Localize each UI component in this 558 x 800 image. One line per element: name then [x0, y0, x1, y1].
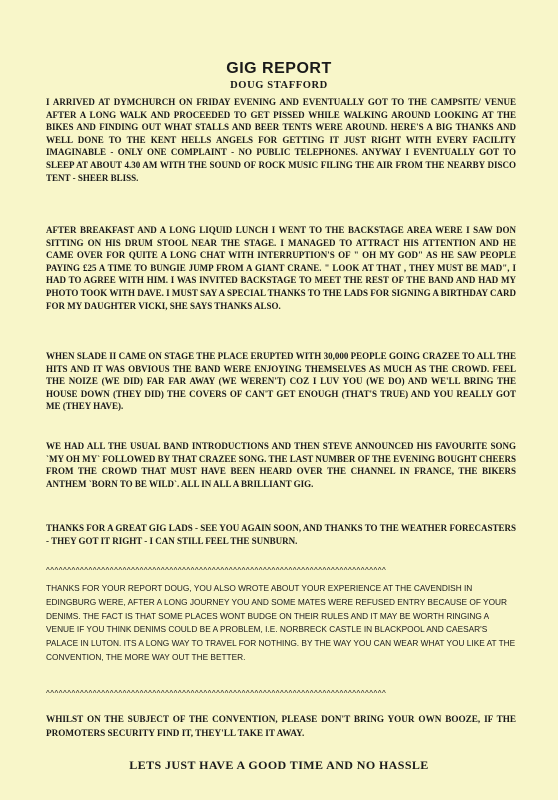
report-paragraph: WHEN SLADE II CAME ON STAGE THE PLACE ERUPTED WITH 30,000 PEOPLE GOING CRAZEE TO ALL THE HITS AND IT WAS OBVIOUS THE BAND WERE ENJOYING THEMSELVES AS MUCH AS THE CROWD. FEEL THE NOIZE (WE DID) FAR FAR AWAY (WE WEREN'T) COZ I LUV YOU (WE DO) AND WE'LL BRING THE HOUSE DOWN (THEY DID) THE COVERS OF CAN'T GET ENOUGH (THAT'S TRUE) AND YOU REALLY GOT ME (THEY HAVE).: [46, 351, 516, 412]
report-paragraph: I ARRIVED AT DYMCHURCH ON FRIDAY EVENING AND EVENTUALLY GOT TO THE CAMPSITE/ VENUE AFTER A LONG WALK AND PROCEEDED TO GET PISSED WHILE WALKING AROUND LOOKING AT THE BIKES AND FINDING OUT WHAT STALLS AND BEER TENTS WERE AROUND. HERE'S A BIG THANKS AND WELL DONE TO THE KENT HELLS ANGELS FOR GETTING IT JUST RIGHT WITH EVERY FACILITY IMAGINABLE - ONLY ONE COMPLAINT - NO PUBLIC TELEPHONES. ANYWAY I EVENTUALLY GOT TO SLEEP AT ABOUT 4.30 AM WITH THE SOUND OF ROCK MUSIC FILING THE AIR FROM THE NEARBY DISCO TENT - SHEER BLISS.: [46, 97, 516, 183]
closing-line: LETS JUST HAVE A GOOD TIME AND NO HASSLE: [129, 758, 429, 772]
report-paragraph: THANKS FOR A GREAT GIG LADS - SEE YOU AGAIN SOON, AND THANKS TO THE WEATHER FORECASTERS - THEY GOT IT RIGHT - I CAN STILL FEEL THE SUNBURN.: [46, 523, 516, 546]
editor-reply: THANKS FOR YOUR REPORT DOUG, YOU ALSO WROTE ABOUT YOUR EXPERIENCE AT THE CAVENDISH IN EDINGBURG WERE, AFTER A LONG JOURNEY YOU AND SOME MATES WERE REFUSED ENTRY BECAUSE OF YOUR DENIMS. THE FACT IS THAT SOME PLACES WONT BUDGE ON THEIR RULES AND IT MAY BE WORTH RINGING A VENUE IF YOU THINK DENIMS COULD BE A PROBLEM, I.E. NORBRECK CASTLE IN BLACKPOOL AND CAESAR'S PALACE IN LUTON. ITS A LONG WAY TO TRAVEL FOR NOTHING. BY THE WAY YOU CAN WEAR WHAT YOU LIKE AT THE CONVENTION, THE MORE WAY OUT THE BETTER.: [46, 583, 516, 662]
report-author: DOUG STAFFORD: [230, 80, 328, 91]
report-paragraph: AFTER BREAKFAST AND A LONG LIQUID LUNCH I WENT TO THE BACKSTAGE AREA WERE I SAW DON SITTING ON HIS DRUM STOOL NEAR THE STAGE. I MANAGED TO ATTRACT HIS ATTENTION AND HE CAME OVER FOR QUITE A LONG CHAT WITH INTERRUPTION'S OF " OH MY GOD" AS HE SAW PEOPLE PAYING £25 A TIME TO BUNGIE JUMP FROM A GIANT CRANE. " LOOK AT THAT , THEY MUST BE MAD", I HAD TO AGREE WITH HIM. I WAS INVITED BACKSTAGE TO MEET THE REST OF THE BAND AND HAD MY PHOTO TOOK WITH DAVE. I MUST SAY A SPECIAL THANKS TO THE LADS FOR SIGNING A BIRTHDAY CARD FOR MY DAUGHTER VICKI, SHE SAYS THANKS ALSO.: [46, 225, 516, 311]
convention-note: WHILST ON THE SUBJECT OF THE CONVENTION, PLEASE DON'T BRING YOUR OWN BOOZE, IF THE PROMOTERS SECURITY FIND IT, THEY'LL TAKE IT AWAY.: [46, 714, 516, 738]
report-paragraph: WE HAD ALL THE USUAL BAND INTRODUCTIONS AND THEN STEVE ANNOUNCED HIS FAVOURITE SONG `MY OH MY` FOLLOWED BY THAT CRAZEE SONG. THE LAST NUMBER OF THE EVENING BOUGHT CHEERS FROM THE CROWD THAT MUST HAVE BEEN HEARD OVER THE CHANNEL IN FRANCE, THE BIKERS ANTHEM `BORN TO BE WILD`. ALL IN ALL A BRILLIANT GIG.: [46, 441, 516, 489]
caret-divider: ^^^^^^^^^^^^^^^^^^^^^^^^^^^^^^^^^^^^^^^^^^^^^^^^^^^^^^^^^^^^^^^^^^^^^^^^^^^^^^^^: [46, 566, 387, 575]
caret-divider: ^^^^^^^^^^^^^^^^^^^^^^^^^^^^^^^^^^^^^^^^^^^^^^^^^^^^^^^^^^^^^^^^^^^^^^^^^^^^^^^^: [46, 689, 387, 698]
report-title: GIG REPORT: [226, 60, 332, 77]
